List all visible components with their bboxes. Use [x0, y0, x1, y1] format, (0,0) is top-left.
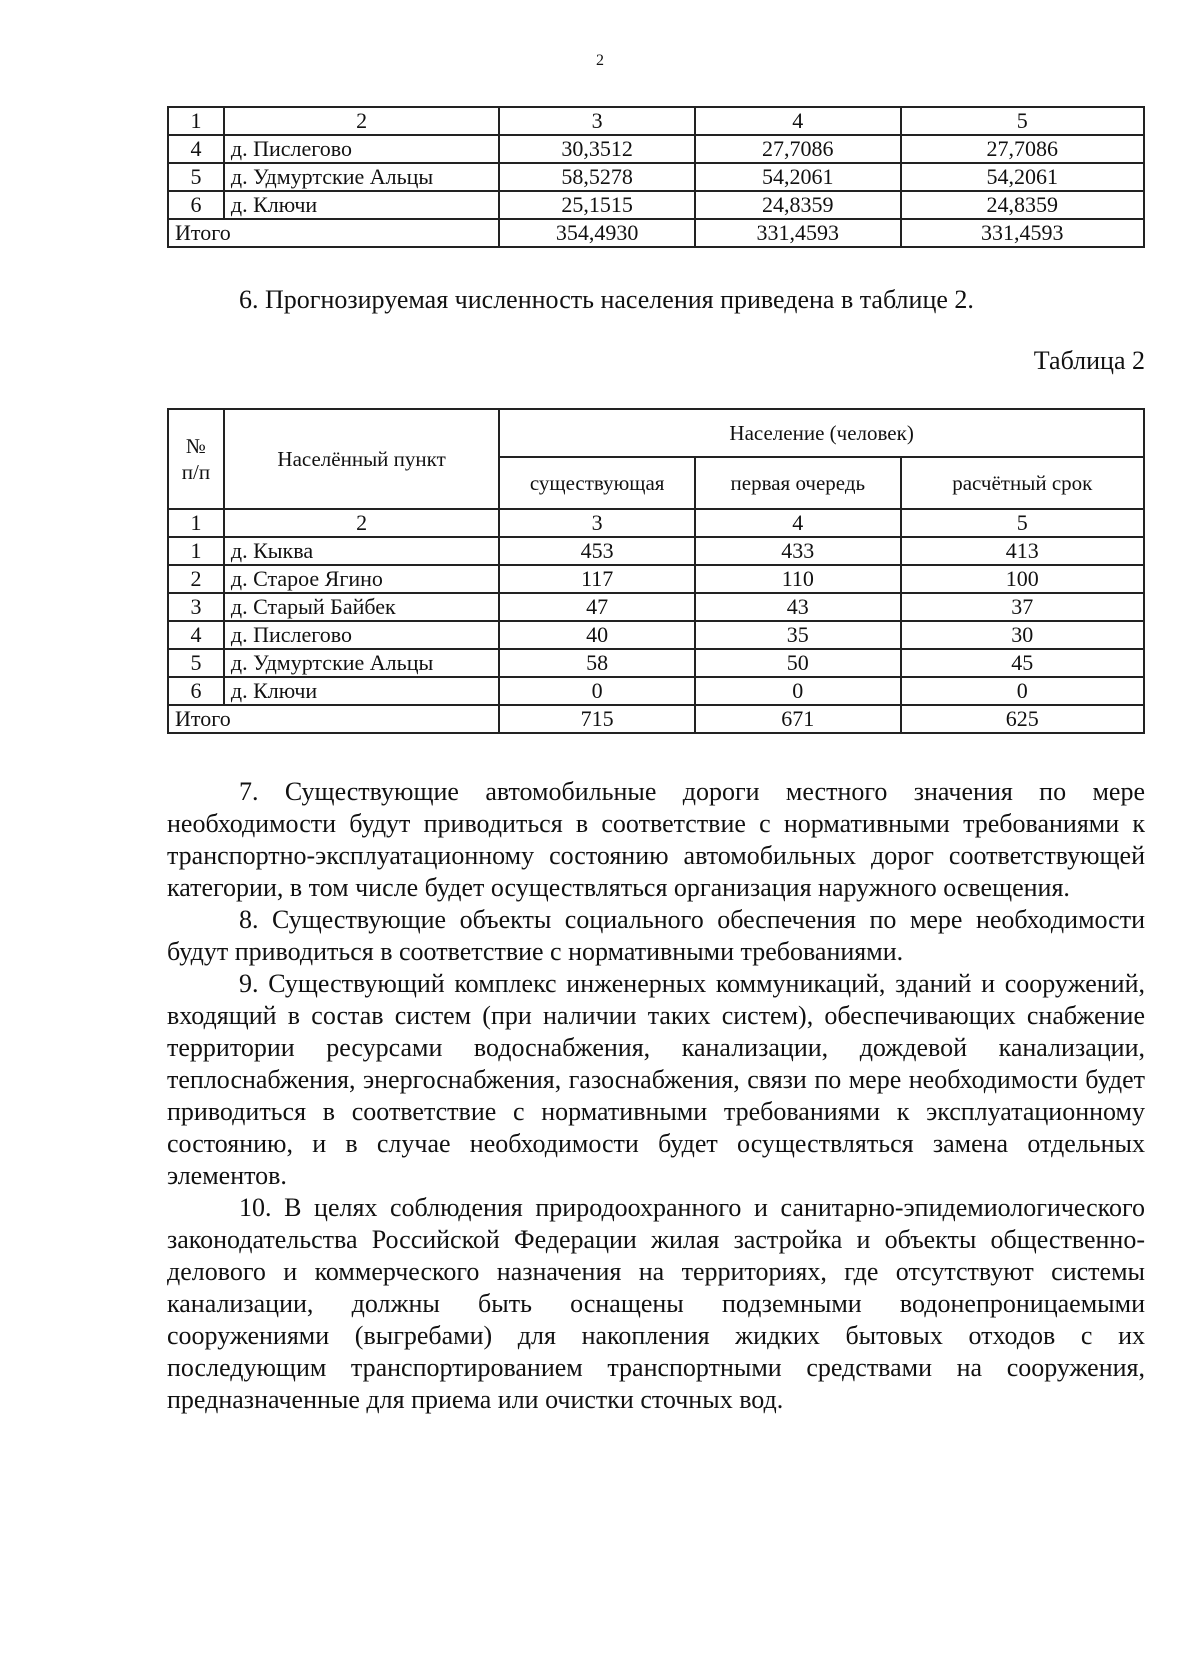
table-cell: 2	[224, 107, 499, 135]
table-cell: д. Удмуртские Альцы	[224, 163, 499, 191]
table-total-row	[168, 705, 1144, 733]
table-row	[168, 593, 1144, 621]
col-header-population: Население (человек)	[499, 409, 1144, 457]
page-number: 2	[596, 52, 604, 69]
table-total-row	[168, 219, 1144, 247]
table-1-continuation	[167, 106, 1145, 248]
table-cell: д. Старое Ягино	[224, 565, 499, 593]
table-cell: 4	[695, 107, 901, 135]
table-1-index-row	[168, 107, 1144, 135]
table-cell: 110	[695, 565, 900, 593]
table-cell: 6	[168, 191, 224, 219]
table-cell: 354,4930	[499, 219, 695, 247]
table-row	[168, 621, 1144, 649]
paragraph-6: 6. Прогнозируемая численность населения приведена в таблице 2.	[239, 285, 974, 314]
col-header-first-stage: первая очередь	[695, 457, 900, 509]
table-cell: 413	[901, 537, 1144, 565]
table-row	[168, 677, 1144, 705]
body-text	[167, 776, 1145, 1416]
table-cell: 37	[901, 593, 1144, 621]
table-cell: 1	[168, 107, 224, 135]
table-cell: 50	[695, 649, 900, 677]
table-cell: 24,8359	[695, 191, 901, 219]
table-cell: д. Пислегово	[224, 135, 499, 163]
col-header-estimated-term: расчётный срок	[901, 457, 1144, 509]
table-cell: 5	[901, 509, 1144, 537]
table-cell: 453	[499, 537, 695, 565]
table-cell: 58,5278	[499, 163, 695, 191]
table-cell: 58	[499, 649, 695, 677]
paragraph-9: 9. Существующий комплекс инженерных коммуникаций, зданий и сооружений, входящий в состав систем (при наличии таких систем), обеспечивающих снабжение территории ресурсами водоснабжения, канализации, дождевой канализации, теплоснабжения, энергоснабжения, газоснабжения, связи по мере необходимости будет приводиться в соответствие с нормативными требованиями к эксплуатационному состоянию, и в случае необходимости будет осуществляться замена отдельных элементов.	[167, 969, 1145, 1190]
table-cell: Итого	[168, 705, 499, 733]
table-cell: д. Кыква	[224, 537, 499, 565]
table-cell: 5	[901, 107, 1144, 135]
table-cell: 2	[224, 509, 499, 537]
table-row	[168, 649, 1144, 677]
table-cell: Итого	[168, 219, 499, 247]
table-cell: 1	[168, 537, 224, 565]
table-2-title: Таблица 2	[1033, 346, 1145, 375]
paragraph-10: 10. В целях соблюдения природоохранного и санитарно-эпидемиологического законодательства Российской Федерации жилая застройка и объекты общественно-делового и коммерческого назначения на территориях, где отсутствуют системы канализации, должны быть оснащены подземными водонепроницаемыми сооружениями (выгребами) для накопления жидких бытовых отходов с их последующим транспортированием транспортными средствами на сооружения, предназначенные для приема или очистки сточных вод.	[167, 1193, 1145, 1414]
table-cell: 40	[499, 621, 695, 649]
table-2-index-row	[168, 509, 1144, 537]
table-cell: д. Ключи	[224, 191, 499, 219]
table-2-header-row	[168, 409, 1144, 457]
table-cell: 331,4593	[695, 219, 901, 247]
paragraph-7: 7. Существующие автомобильные дороги местного значения по мере необходимости будут приводиться в соответствие с нормативными требованиями к транспортно-эксплуатационному состоянию автомобильных дорог соответствующей категории, в том числе будет осуществляться организация наружного освещения.	[167, 777, 1145, 902]
table-cell: 625	[901, 705, 1144, 733]
table-cell: 3	[168, 593, 224, 621]
table-cell: 1	[168, 509, 224, 537]
table-cell: д. Старый Байбек	[224, 593, 499, 621]
table-cell: 0	[499, 677, 695, 705]
table-cell: 715	[499, 705, 695, 733]
table-cell: 24,8359	[901, 191, 1144, 219]
table-cell: д. Пислегово	[224, 621, 499, 649]
col-header-number: № п/п	[168, 409, 224, 509]
table-cell: 54,2061	[901, 163, 1144, 191]
table-cell: д. Удмуртские Альцы	[224, 649, 499, 677]
table-cell: 4	[695, 509, 900, 537]
table-cell: д. Ключи	[224, 677, 499, 705]
table-cell: 47	[499, 593, 695, 621]
table-cell: 43	[695, 593, 900, 621]
table-cell: 3	[499, 107, 695, 135]
table-cell: 117	[499, 565, 695, 593]
table-row	[168, 537, 1144, 565]
table-row	[168, 191, 1144, 219]
table-cell: 27,7086	[695, 135, 901, 163]
paragraph-8: 8. Существующие объекты социального обеспечения по мере необходимости будут приводиться в соответствие с нормативными требованиями.	[167, 905, 1145, 966]
col-header-name: Населённый пункт	[224, 409, 499, 509]
table-cell: 2	[168, 565, 224, 593]
table-row	[168, 163, 1144, 191]
table-row	[168, 565, 1144, 593]
table-cell: 3	[499, 509, 695, 537]
table-2	[167, 408, 1145, 734]
table-cell: 433	[695, 537, 900, 565]
table-cell: 35	[695, 621, 900, 649]
table-cell: 6	[168, 677, 224, 705]
table-cell: 30	[901, 621, 1144, 649]
table-cell: 671	[695, 705, 900, 733]
table-cell: 0	[901, 677, 1144, 705]
table-cell: 27,7086	[901, 135, 1144, 163]
table-cell: 54,2061	[695, 163, 901, 191]
table-cell: 0	[695, 677, 900, 705]
table-cell: 5	[168, 163, 224, 191]
paragraph-6-container	[167, 284, 1145, 316]
table-row	[168, 135, 1144, 163]
table-cell: 45	[901, 649, 1144, 677]
table-cell: 25,1515	[499, 191, 695, 219]
table-cell: 30,3512	[499, 135, 695, 163]
table-cell: 331,4593	[901, 219, 1144, 247]
table-cell: 100	[901, 565, 1144, 593]
col-header-existing: существующая	[499, 457, 695, 509]
table-cell: 4	[168, 621, 224, 649]
table-cell: 5	[168, 649, 224, 677]
table-cell: 4	[168, 135, 224, 163]
